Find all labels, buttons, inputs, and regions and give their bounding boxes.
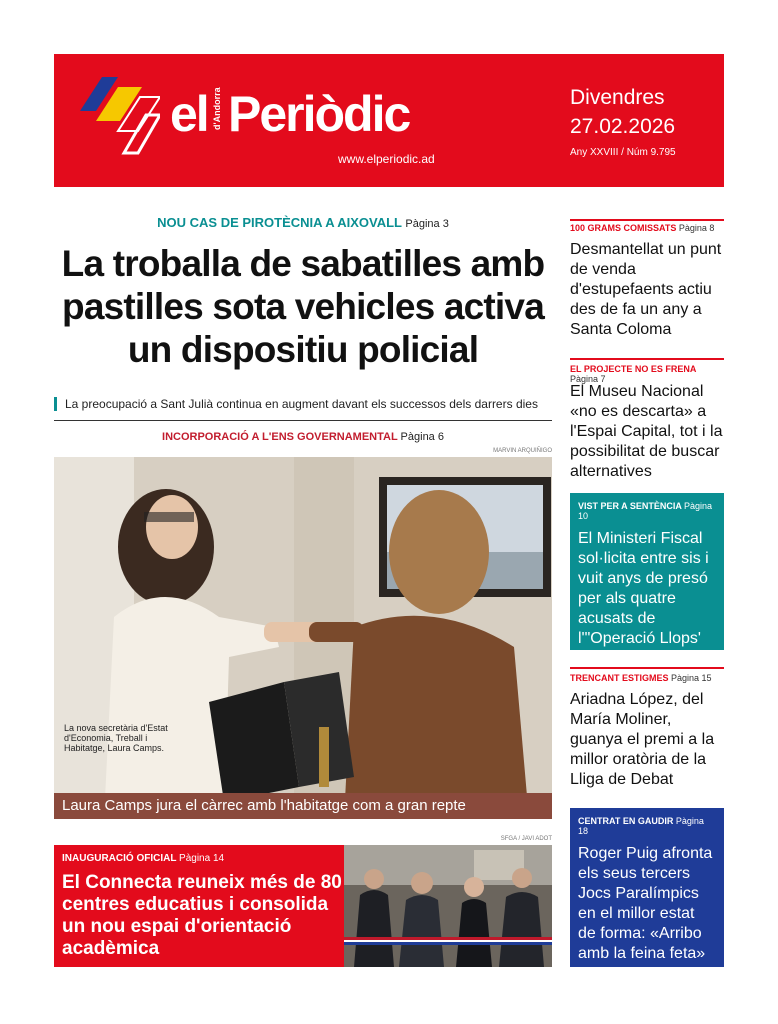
sidebar-kicker-text: CENTRAT EN GAUDIR	[578, 816, 674, 826]
sidebar-box-5[interactable]	[570, 808, 724, 967]
bottom-kicker-page: Pàgina 14	[179, 853, 225, 864]
logo-title: Periòdic	[228, 86, 410, 142]
sidebar-kicker-page: Pàgina 10	[578, 501, 713, 521]
issue-number: Any XXVIII / Núm 9.795	[570, 147, 676, 158]
bottom-kicker	[62, 853, 224, 864]
main-headline[interactable]: La troballa de sabatilles amb pastilles sota vehicles activa un dispositiu policial	[61, 243, 545, 370]
photo-kicker-page: Pàgina 6	[400, 431, 444, 443]
sidebar-kicker-text: TRENCANT ESTIGMES	[570, 673, 669, 683]
logo-stripes-icon	[80, 77, 160, 157]
sidebar-headline-4[interactable]: Ariadna López, del María Moliner, guanya el premi a la millor oratòria de la Lliga de Debat	[570, 691, 715, 788]
sidebar-rule	[570, 358, 724, 360]
sidebar-rule	[570, 667, 724, 669]
handshake-photo-illustration	[54, 457, 552, 819]
sidebar-kicker-3	[578, 501, 716, 521]
sidebar-headline-3[interactable]: El Ministeri Fiscal sol·licita entre sis i vuit anys de presó per als quatre acusats de l'"Operació Llops'	[578, 530, 709, 647]
sidebar-kicker-1	[570, 223, 724, 233]
photo-kicker	[54, 431, 552, 443]
ribbon-cutting-photo-illustration	[344, 845, 552, 967]
main-subhead: La preocupació a Sant Julià continua en augment davant els successos dels darrers dies	[54, 397, 552, 411]
sidebar-kicker-text: EL PROJECTE NO ES FRENA	[570, 364, 697, 374]
main-photo[interactable]	[54, 457, 552, 819]
main-kicker-page: Pàgina 3	[405, 218, 449, 230]
main-kicker-text: NOU CAS DE PIROTÈCNIA A AIXOVALL	[157, 215, 402, 230]
sidebar-kicker-text: VIST PER A SENTÈNCIA	[578, 501, 682, 511]
bottom-photo-credit: SFGA / JAVI ADOT	[500, 836, 552, 842]
sidebar-box-3[interactable]	[570, 493, 724, 650]
photo-credit: MARVIN ARQUIÑIGO	[493, 448, 552, 454]
bottom-photo[interactable]	[344, 845, 552, 967]
sidebar-kicker-5	[578, 816, 716, 836]
main-kicker	[54, 215, 552, 230]
sidebar-headline-2[interactable]: El Museu Nacional «no es descarta» a l'Espai Capital, tot i la possibilitat de buscar alternatives	[570, 383, 723, 480]
logo-el-text: el	[170, 86, 208, 142]
sidebar-kicker-4	[570, 673, 724, 683]
sidebar-rule	[570, 219, 724, 221]
sidebar-kicker-2	[570, 364, 724, 384]
issue-day: Divendres	[570, 86, 665, 109]
website-link[interactable]: www.elperiodic.ad	[338, 152, 435, 166]
sidebar-kicker-page: Pàgina 18	[578, 816, 704, 836]
photo-kicker-text: INCORPORACIÓ A L'ENS GOVERNAMENTAL	[162, 431, 398, 443]
issue-date: 27.02.2026	[570, 115, 676, 138]
bottom-headline[interactable]: El Connecta reuneix més de 80 centres educatius i consolida un nou espai d'orientació acadèmica	[62, 872, 342, 959]
photo-caption-small: La nova secretària d'Estat d'Economia, Treball i Habitatge, Laura Camps.	[64, 723, 168, 753]
bottom-kicker-text: INAUGURACIÓ OFICIAL	[62, 853, 177, 864]
sidebar-kicker-page: Pàgina 15	[671, 673, 712, 683]
sidebar-headline-5[interactable]: Roger Puig afronta els seus tercers Jocs Paralímpics en el millor estat de forma: «Arribo amb la feina feta»	[578, 845, 713, 962]
photo-caption[interactable]: Laura Camps jura el càrrec amb l'habitatge com a gran repte	[54, 793, 552, 819]
sidebar-headline-1[interactable]: Desmantellat un punt de venda d'estupefaents actiu des de fa un any a Santa Coloma	[570, 241, 722, 338]
logo-andorra-text: d'Andorra	[212, 87, 222, 131]
sidebar-kicker-page: Pàgina 7	[570, 374, 606, 384]
sidebar-kicker-text: 100 GRAMS COMISSATS	[570, 223, 677, 233]
sidebar-kicker-page: Pàgina 8	[678, 223, 715, 233]
divider	[54, 420, 552, 421]
